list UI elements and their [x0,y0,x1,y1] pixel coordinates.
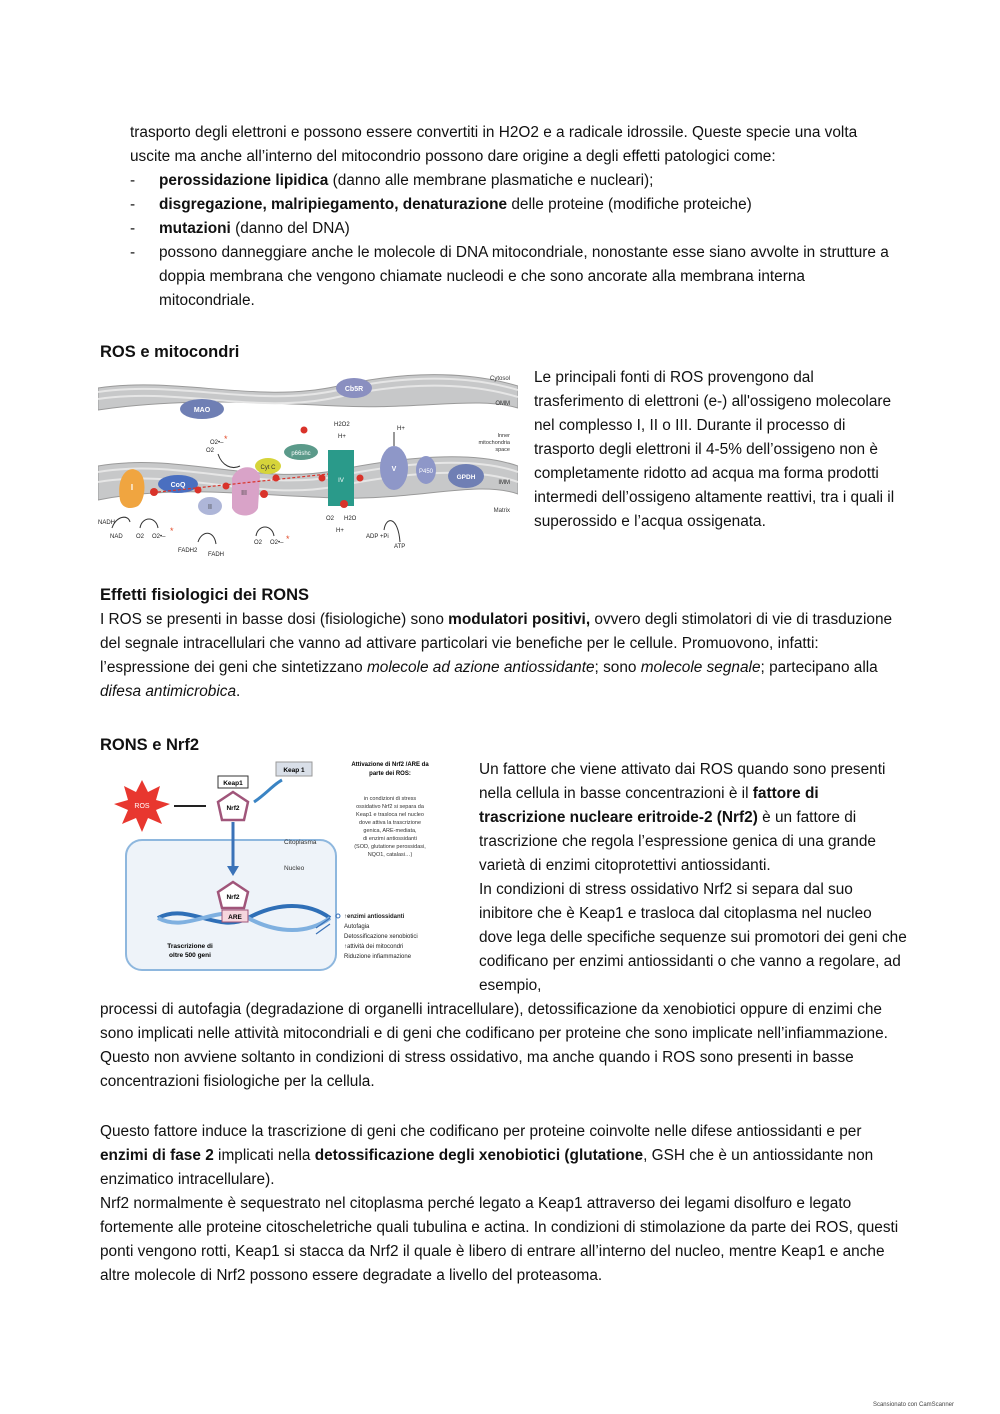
svg-text:Detossificazione xenobiotici: Detossificazione xenobiotici [344,934,418,940]
mitochondria-ros-figure [98,366,518,558]
svg-text:(SOD, glutatione perossidasi,: (SOD, glutatione perossidasi, [354,844,426,850]
svg-text:Nucleo: Nucleo [284,865,305,872]
svg-text:Citoplasma: Citoplasma [284,839,317,846]
svg-text:H+: H+ [336,528,344,534]
section3-side-paragraph: Un fattore che viene attivato dai ROS quando sono presenti nella cellula in basse concentrazioni è il fattore di trascrizione nucleare eritroide-2 (Nrf2) è un fattore di trascrizione che regola l’espressione genica di una grande varietà di enzimi citoprotettivi antiossidanti. In condizioni di stress ossidativo Nrf2 si separa dal suo inibitore che è Keap1 e trasloca dal citoplasma nel nucleo dove lega delle specifiche sequenze sui promotori dei geni che codificano per enzimi antiossidanti o che vanno a regolare, ad esempio, [479,761,907,994]
svg-text:parte dei ROS:: parte dei ROS: [369,771,411,777]
svg-text:Keap1: Keap1 [223,780,243,787]
svg-text:IV: IV [338,478,344,484]
section-heading-ros-mitocondri: ROS e mitocondri [100,343,240,361]
keap1-release-arrow [254,780,282,802]
svg-text:FADH: FADH [208,552,225,558]
list-item: - possono danneggiare anche le molecole di DNA mitocondriale, nonostante esse siano avvolte in strutture a doppia membrana che vengono chiamate nucleodi e che sono ancorate alla membrana interna mitocondriale. [130,244,889,309]
svg-text:in condizioni di stress: in condizioni di stress [363,796,417,802]
svg-text:O2•–: O2•– [210,440,224,446]
pathology-list [130,169,900,313]
svg-text:GPDH: GPDH [456,474,476,481]
svg-text:P450: P450 [418,469,434,475]
label-matrix: Matrix [493,508,510,514]
svg-text:II: II [208,504,212,511]
svg-text:space: space [495,447,510,453]
section2-paragraph: I ROS se presenti in basse dosi (fisiologiche) sono modulatori positivi, ovvero degli stimolatori di vie di trasduzione del segnale intracellulari che vanno ad attivare particolari vie benefiche per le cellule. Promuovono, infatti: l’espressione dei geni che sintetizzano molecole ad azione antiossidante; sono molecole segnale; partecipano alla difesa antimicrobica. [100,611,893,700]
svg-text:dove attiva la trascrizione: dove attiva la trascrizione [358,820,422,826]
svg-text:H2O2: H2O2 [334,422,350,428]
label-imm: IMM [498,480,510,486]
svg-text:ossidativo Nrf2 si separa da: ossidativo Nrf2 si separa da [356,804,424,810]
svg-text:MAO: MAO [193,407,211,414]
section3-continuation: processi di autofagia (degradazione di organelli intracellulare), detossificazione da xenobiotici oppure di enzimi che sono implicati nelle attività mitocondriali e di geni che codificano per proteine che sono implicate nell’infiammazione. Questo non avviene soltanto in condizioni di stress ossidativo, ma anche quando i ROS sono presenti in basse concentrazioni fisiologiche per la cellula. [100,1001,888,1090]
svg-text:I: I [130,483,134,492]
svg-text:O2•–: O2•– [270,540,284,546]
svg-text:*: * [170,526,174,536]
svg-text:Riduzione infiammazione: Riduzione infiammazione [344,954,412,960]
svg-text:O2: O2 [136,534,145,540]
svg-text:*: * [224,434,228,444]
section1-paragraph: Le principali fonti di ROS provengono dal trasferimento di elettroni (e-) all'ossigeno molecolare nel complesso I, II o III. Durante il processo di trasporto degli elettroni il 4-5% dell’ossigeno non è completamente ridotto ad acqua ma forma prodotti intermedi dell’ossigeno altamente reattivi, tra i quali il superossido e l’acqua ossigenata. [534,369,895,530]
svg-text:Nrf2: Nrf2 [226,894,240,901]
section-heading-rons-nrf2: RONS e Nrf2 [100,736,200,754]
svg-text:Cyt C: Cyt C [260,465,276,471]
svg-text:*: * [286,534,290,544]
intro-paragraph: trasporto degli elettroni e possono essere convertiti in H2O2 e a radicale idrossile. Queste specie una volta uscite ma anche all’interno del mitocondrio possono dare origine a degli effetti patologici come: [130,124,858,165]
svg-text:NQO1, catalasi…): NQO1, catalasi…) [367,852,413,858]
svg-text:↑enzimi antiossidanti: ↑enzimi antiossidanti [344,914,405,920]
svg-text:H2O: H2O [344,516,357,522]
svg-text:Autofagia: Autofagia [344,924,370,930]
list-item: - perossidazione lipidica (danno alle membrane plasmatiche e nucleari); [130,172,654,189]
svg-text:ADP +Pi: ADP +Pi [366,534,389,540]
svg-text:Attivazione di Nrf2 /ARE da: Attivazione di Nrf2 /ARE da [351,762,429,768]
svg-text:III: III [241,490,247,497]
svg-text:di enzimi antiossidanti: di enzimi antiossidanti [363,836,417,842]
nrf2-activation-figure [98,758,468,980]
svg-text:NADH: NADH [98,520,116,526]
svg-text:ROS: ROS [134,803,150,810]
scanner-footer: Scansionato con CamScanner [872,1402,954,1408]
svg-text:ATP: ATP [394,544,406,550]
section-heading-effetti-fisiologici: Effetti fisiologici dei RONS [100,586,310,604]
list-item: - mutazioni (danno del DNA) [130,220,350,237]
svg-text:Keap 1: Keap 1 [283,767,305,774]
label-cytosol: Cytosol [489,376,510,382]
svg-text:oltre 500 geni: oltre 500 geni [169,952,211,959]
svg-text:Inner: Inner [497,433,510,439]
svg-text:CoQ: CoQ [170,482,186,489]
svg-text:Nrf2: Nrf2 [226,805,240,812]
svg-text:O2: O2 [326,516,335,522]
svg-text:mitochondria: mitochondria [478,440,510,446]
svg-text:H+: H+ [338,434,346,440]
svg-text:genica, ARE-mediata,: genica, ARE-mediata, [363,828,417,834]
svg-text:Trascrizione di: Trascrizione di [167,943,213,950]
svg-text:Keap1 e trasloca nel nucleo: Keap1 e trasloca nel nucleo [356,812,424,818]
svg-text:O2: O2 [206,448,215,454]
svg-text:O2: O2 [254,540,263,546]
list-item: - disgregazione, malripiegamento, denaturazione delle proteine (modifiche proteiche) [130,196,752,213]
svg-text:FADH2: FADH2 [178,548,198,554]
svg-text:ARE: ARE [228,914,242,921]
svg-text:H+: H+ [397,426,405,432]
svg-text:↑attività dei mitocondri: ↑attività dei mitocondri [344,944,404,950]
svg-text:V: V [391,466,397,473]
svg-text:NAD: NAD [110,534,123,540]
svg-text:p66shc: p66shc [291,451,311,457]
section3-paragraph-2: Questo fattore induce la trascrizione di geni che codificano per proteine coinvolte nelle difese antiossidanti e per enzimi di fase 2 implicati nella detossificazione degli xenobiotici (glutatione, GSH che è un antiossidante non enzimatico intracellulare). Nrf2 normalmente è sequestrato nel citoplasma perché legato a Keap1 attraverso dei legami disolfuro e legato fortemente alle proteine citoscheletriche quali tubulina e actina. In condizioni di stimolazione da parte dei ROS, questi ponti vengono rotti, Keap1 si stacca da Nrf2 il quale è libero di entrare all’interno del nucleo, mentre Keap1 e anche altre molecole di Nrf2 possono essere degradate a livello del proteasoma. [100,1123,899,1284]
svg-text:O2•–: O2•– [152,534,166,540]
label-omm: OMM [495,401,510,407]
svg-text:Cb5R: Cb5R [344,386,364,393]
